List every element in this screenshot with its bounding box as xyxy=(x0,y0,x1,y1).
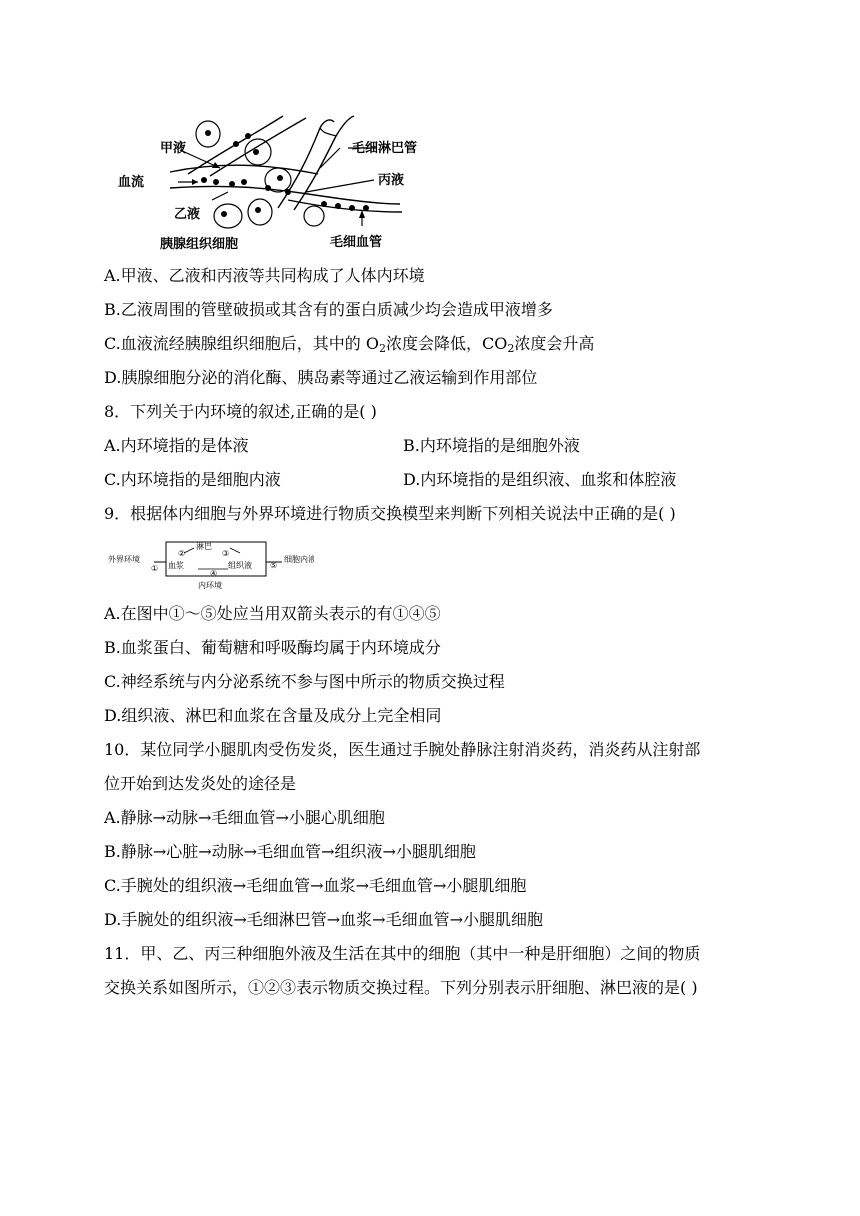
q9-option-c: C.神经系统与内分泌系统不参与图中所示的物质交换过程 xyxy=(104,672,505,691)
q8-stem: 8．下列关于内环境的叙述,正确的是( ) xyxy=(104,402,377,421)
q10-stem-line1: 10．某位同学小腿肌肉受伤发炎，医生通过手腕处静脉注射消炎药，消炎药从注射部 xyxy=(104,740,701,759)
q8-option-d: D.内环境指的是组织液、血浆和体腔液 xyxy=(403,470,677,489)
label-yi: 乙液 xyxy=(174,207,201,222)
model-tissue-fluid: 组织液 xyxy=(228,561,252,570)
q7-option-c-part3: 浓度会升高 xyxy=(514,334,595,353)
q9-stem: 9．根据体内细胞与外界环境进行物质交换模型来判断下列相关说法中正确的是( ) xyxy=(104,504,676,523)
q7-option-c xyxy=(104,333,594,355)
q8-option-c: C.内环境指的是细胞内液 xyxy=(104,470,281,489)
model-cell-fluid: 细胞内液 xyxy=(284,555,314,564)
label-bing: 丙液 xyxy=(378,173,405,188)
q7-option-c-sub1: 2 xyxy=(378,342,386,355)
q10-option-b: B.静脉→心脏→动脉→毛细血管→组织液→小腿肌细胞 xyxy=(104,842,476,861)
model-outer-env: 外界环境 xyxy=(108,555,140,564)
q8-option-b: B.内环境指的是细胞外液 xyxy=(403,436,580,455)
exchange-model-diagram xyxy=(104,538,314,596)
q7-option-c-part1: C.血液流经胰腺组织细胞后，其中的 O xyxy=(104,334,379,353)
q9-option-b: B.血浆蛋白、葡萄糖和呼吸酶均属于内环境成分 xyxy=(104,638,441,657)
q7-option-b: B.乙液周围的管壁破损或其含有的蛋白质减少均会造成甲液增多 xyxy=(104,300,553,319)
model-n4: ④ xyxy=(210,569,218,578)
q9-option-d: D.组织液、淋巴和血浆在含量及成分上完全相同 xyxy=(104,706,442,725)
model-inner-env: 内环境 xyxy=(198,581,222,590)
q9-option-a: A.在图中①～⑤处应当用双箭头表示的有①④⑤ xyxy=(104,604,441,623)
model-n2: ② xyxy=(178,549,186,558)
q11-stem-line1: 11．甲、乙、丙三种细胞外液及生活在其中的细胞（其中一种是肝细胞）之间的物质 xyxy=(104,944,701,963)
q8-option-a: A.内环境指的是体液 xyxy=(104,436,249,455)
model-n3: ③ xyxy=(222,549,230,558)
q10-stem-line2: 位开始到达发炎处的途径是 xyxy=(104,774,297,793)
q10-option-a: A.静脉→动脉→毛细血管→小腿心肌细胞 xyxy=(104,808,385,827)
q7-option-d: D.胰腺细胞分泌的消化酶、胰岛素等通过乙液运输到作用部位 xyxy=(104,368,538,387)
q7-option-a: A.甲液、乙液和丙液等共同构成了人体内环境 xyxy=(104,266,425,285)
model-n5: ⑤ xyxy=(270,561,278,570)
label-capillary: 毛细血管 xyxy=(330,235,383,250)
capillary-diagram xyxy=(108,108,448,254)
capillary-diagram-svg xyxy=(108,108,448,254)
q10-option-c: C.手腕处的组织液→毛细血管→血浆→毛细血管→小腿肌细胞 xyxy=(104,876,527,895)
model-lymph: 淋巴 xyxy=(196,542,212,551)
q11-stem-line2: 交换关系如图所示，①②③表示物质交换过程。下列分别表示肝细胞、淋巴液的是( ) xyxy=(104,978,698,997)
q10-option-d: D.手腕处的组织液→毛细淋巴管→血浆→毛细血管→小腿肌细胞 xyxy=(104,910,543,929)
label-xueliu: 血流 xyxy=(118,175,145,190)
model-n1: ① xyxy=(151,564,159,573)
q7-option-c-part2: 浓度会降低，CO xyxy=(385,334,508,353)
model-plasma: 血浆 xyxy=(168,561,184,570)
label-lymph: 毛细淋巴管 xyxy=(352,141,418,156)
label-cells: 胰腺组织细胞 xyxy=(160,237,239,252)
label-jia: 甲液 xyxy=(160,141,187,156)
exchange-model-svg xyxy=(104,538,314,596)
q7-option-c-sub2: 2 xyxy=(507,342,515,355)
